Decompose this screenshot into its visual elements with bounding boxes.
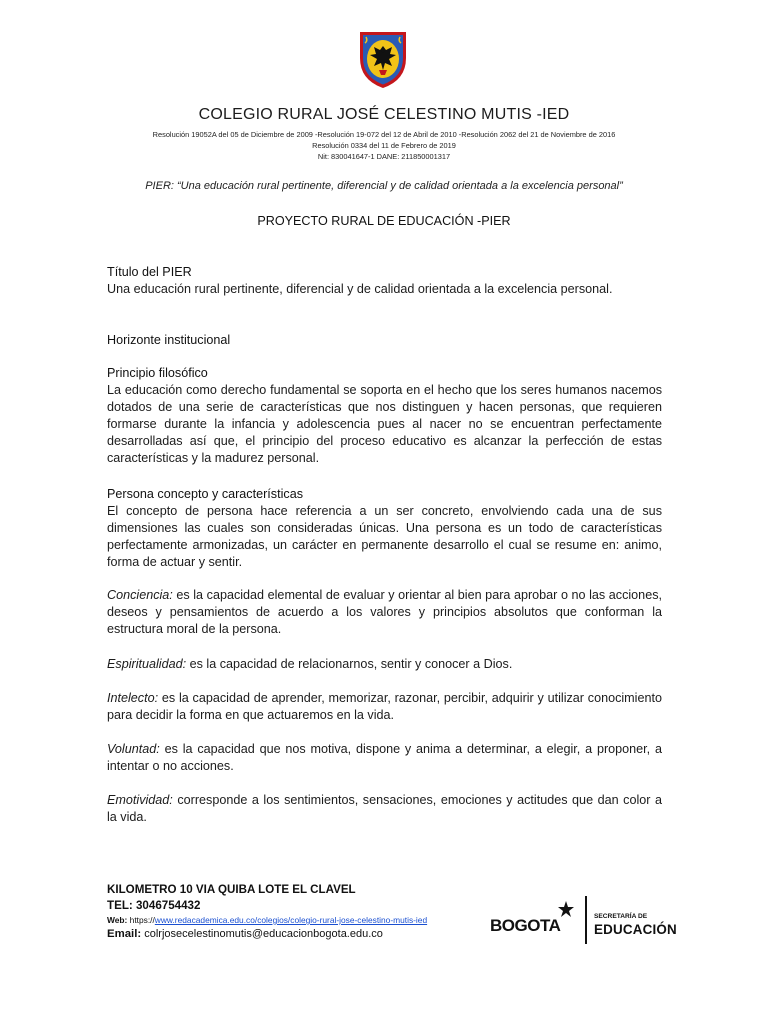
bogota-wordmark: BOGOTA: [490, 916, 561, 935]
definition-text: es la capacidad que nos motiva, dispone y anima a determinar, a elegir, a proponer, a intentar o no acciones.: [107, 742, 662, 773]
email-address: colrjosecelestinomutis@educacionbogota.edu.co: [144, 928, 383, 940]
web-link[interactable]: www.redacademica.edu.co/colegios/colegio-rural-jose-celestino-mutis-ied: [154, 915, 428, 925]
definition-conciencia: [107, 587, 662, 638]
school-name: COLEGIO RURAL JOSÉ CELESTINO MUTIS -IED: [198, 106, 570, 123]
bogota-logo: [490, 900, 580, 942]
email-label: Email:: [107, 928, 142, 940]
bogota-star-icon: [552, 900, 576, 920]
pier-title-heading: Título del PIER: [107, 265, 192, 279]
footer: [107, 882, 507, 942]
definition-term: Emotividad:: [107, 793, 173, 807]
definition-espiritualidad: [107, 656, 662, 673]
document-title: PROYECTO RURAL DE EDUCACIÓN -PIER: [257, 214, 511, 228]
footer-tel: TEL: 3046754432: [107, 899, 201, 912]
definition-term: Voluntad:: [107, 742, 160, 756]
definition-term: Conciencia:: [107, 588, 173, 602]
resolution-line: Resolución 19052A del 05 de Diciembre de 2009 -Resolución 19-072 del 12 de Abril de 2010 -Resolución 2062 del 21 de Noviembre de 2016: [152, 130, 616, 139]
web-prefix: https://: [129, 915, 155, 925]
definition-text: es la capacidad de aprender, memorizar, razonar, percibir, adquirir y utilizar conocimiento para decidir la forma en que actuaremos en la vida.: [107, 691, 662, 722]
definition-text: es la capacidad de relacionarnos, sentir y conocer a Dios.: [186, 657, 513, 671]
principio-text: La educación como derecho fundamental se soporta en el hecho que los seres humanos nacemos dotados de una serie de características que nos distinguen y hacen personas, que requieren formarse durante la infancia y adolescencia pues al nacer no se encuentran perfectamente desarrolladas así que, el principio del proceso educativo es alcanzar la perfección de estas características y la madurez personal.: [107, 383, 662, 465]
logo-divider: [585, 896, 587, 944]
definition-intelecto: [107, 690, 662, 724]
persona-text: El concepto de persona hace referencia a un ser concreto, envolviendo cada una de sus dimensiones las cuales son consideradas únicas. Una persona es un todo de características perfectamente armonizadas, un carácter en permanente desarrollo el cual se resume en: animo, forma de actuar y sentir.: [107, 504, 662, 569]
definition-term: Espiritualidad:: [107, 657, 187, 671]
resolution-line-2: Resolución 0334 del 11 de Febrero de 2019: [312, 141, 456, 150]
definition-text: corresponde a los sentimientos, sensaciones, emociones y actitudes que dan color a la vida.: [107, 793, 662, 824]
educacion-label: EDUCACIÓN: [594, 922, 677, 937]
bogota-crest-icon: [352, 28, 414, 90]
pier-title-text: Una educación rural pertinente, diferencial y de calidad orientada a la excelencia personal.: [107, 282, 613, 296]
persona-section: [107, 486, 662, 571]
web-label: Web:: [107, 915, 128, 925]
principio-heading: Principio filosófico: [107, 366, 208, 380]
pier-title-section: [107, 264, 662, 298]
pier-quote: PIER: “Una educación rural pertinente, diferencial y de calidad orientada a la excelencia personal”: [145, 180, 623, 192]
horizonte-heading: Horizonte institucional: [107, 333, 231, 347]
definition-voluntad: [107, 741, 662, 775]
definition-term: Intelecto:: [107, 691, 159, 705]
definition-text: es la capacidad elemental de evaluar y orientar al bien para aprobar o no las acciones, deseos y pensamientos de acuerdo a los valores y principios absolutos que conforman la estructura moral de la persona.: [107, 588, 662, 636]
definition-emotividad: [107, 792, 662, 826]
footer-web: [107, 913, 507, 927]
persona-heading: Persona concepto y características: [107, 487, 303, 501]
principio-section: [107, 365, 662, 467]
footer-address: KILOMETRO 10 VIA QUIBA LOTE EL CLAVEL: [107, 883, 356, 896]
footer-email: [107, 927, 507, 942]
secretaria-label: SECRETARÍA DE: [594, 913, 648, 920]
nit-line: Nit: 830041647-1 DANE: 211850001317: [317, 152, 451, 161]
